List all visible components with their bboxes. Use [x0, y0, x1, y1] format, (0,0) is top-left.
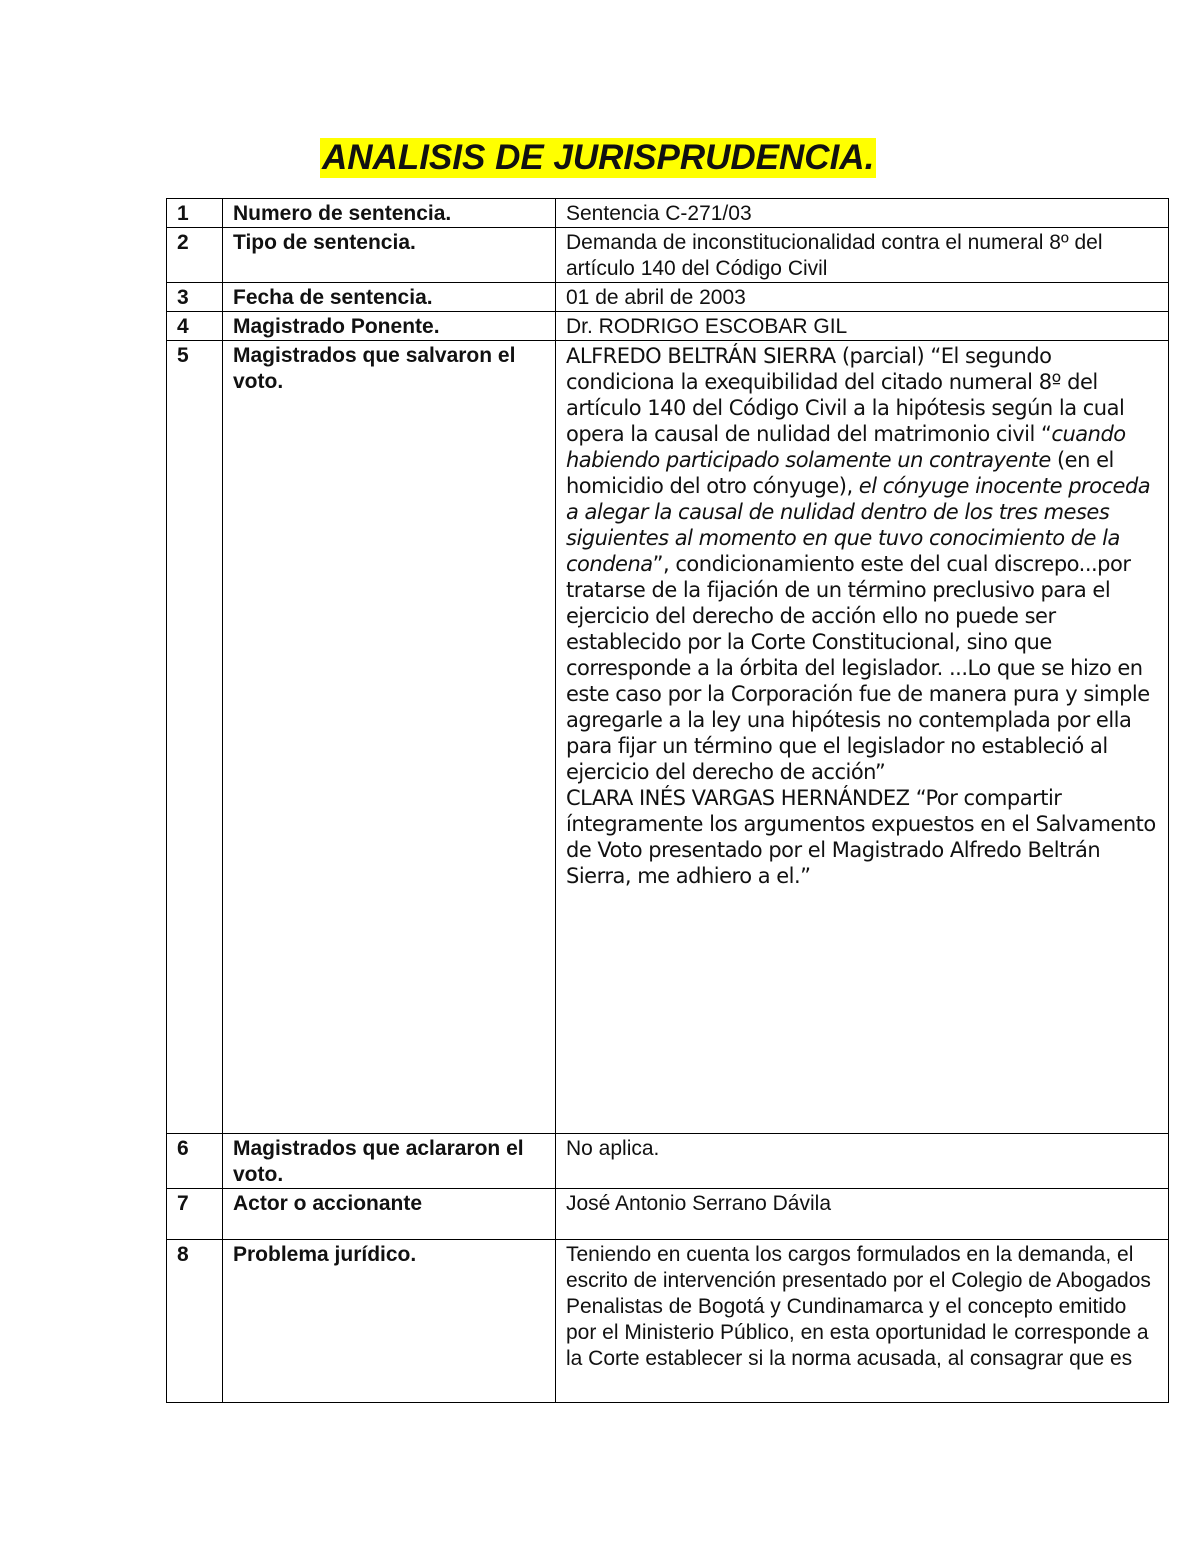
- row-value: 01 de abril de 2003: [556, 283, 1169, 312]
- row-label: Actor o accionante: [223, 1189, 556, 1240]
- vote1-mid: (en el homicidio del otro cónyuge),: [566, 448, 1114, 498]
- row-number: 3: [167, 283, 223, 312]
- row-number: 2: [167, 228, 223, 283]
- row-number: 8: [167, 1240, 223, 1403]
- table-row: [167, 283, 1169, 312]
- table-row: [167, 199, 1169, 228]
- table-row: [167, 1134, 1169, 1189]
- row-label: Fecha de sentencia.: [223, 283, 556, 312]
- row-number: 4: [167, 312, 223, 341]
- vote1-intro: ALFREDO BELTRÁN SIERRA (parcial) “El segundo condiciona la exequibilidad del citado numeral 8º del artículo 140 del Código Civil a la hipótesis según la cual opera la causal de nulidad del matrimonio civil “: [566, 344, 1125, 446]
- table-row: [167, 312, 1169, 341]
- row-label: Magistrados que salvaron el voto.: [223, 341, 556, 1134]
- jurisprudence-table: [166, 198, 1169, 1403]
- row-value: Demanda de inconstitucionalidad contra el numeral 8º del artículo 140 del Código Civil: [556, 228, 1169, 283]
- table-row: [167, 228, 1169, 283]
- row-number: 1: [167, 199, 223, 228]
- row-label: Tipo de sentencia.: [223, 228, 556, 283]
- vote1-italic-1: cuando habiendo participado solamente un contrayente: [566, 422, 1126, 472]
- row-value: Sentencia C-271/03: [556, 199, 1169, 228]
- vote2-text: CLARA INÉS VARGAS HERNÁNDEZ “Por compartir íntegramente los argumentos expuestos en el Salvamento de Voto presentado por el Magistrado Alfredo Beltrán Sierra, me adhiero a el.”: [566, 786, 1156, 888]
- table-row: [167, 341, 1169, 1134]
- row-label: Problema jurídico.: [223, 1240, 556, 1403]
- row-number: 7: [167, 1189, 223, 1240]
- row-value: Dr. RODRIGO ESCOBAR GIL: [556, 312, 1169, 341]
- dissenting-votes-text: [556, 341, 1169, 1134]
- row-label: Magistrado Ponente.: [223, 312, 556, 341]
- row-value: José Antonio Serrano Dávila: [556, 1189, 1169, 1240]
- row-value: No aplica.: [556, 1134, 1169, 1189]
- document-title: ANALISIS DE JURISPRUDENCIA.: [322, 138, 875, 177]
- vote1-italic-2: el cónyuge inocente proceda a alegar la causal de nulidad dentro de los tres meses siguientes al momento en que tuvo conocimiento de la condena: [566, 474, 1151, 576]
- row-label: Magistrados que aclararon el voto.: [223, 1134, 556, 1189]
- row-number: 6: [167, 1134, 223, 1189]
- row-label: Numero de sentencia.: [223, 199, 556, 228]
- row-value: Teniendo en cuenta los cargos formulados en la demanda, el escrito de intervención presentado por el Colegio de Abogados Penalistas de Bogotá y Cundinamarca y el concepto emitido por el Ministerio Público, en esta oportunidad le corresponde a la Corte establecer si la norma acusada, al consagrar que es: [556, 1240, 1169, 1403]
- row-number: 5: [167, 341, 223, 1134]
- table-row: [167, 1189, 1169, 1240]
- table-row: [167, 1240, 1169, 1403]
- vote1-rest: ”, condicionamiento este del cual discrepo...por tratarse de la fijación de un término preclusivo para el ejercicio del derecho de acción ello no puede ser establecido por la Corte Constitucional, sino que corresponde a la órbita del legislador. ...Lo que se hizo en este caso por la Corporación fue de manera pura y simple agregarle a la ley una hipótesis no contemplada por ella para fijar un término que el legislador no estableció al ejercicio del derecho de acción”: [566, 552, 1150, 784]
